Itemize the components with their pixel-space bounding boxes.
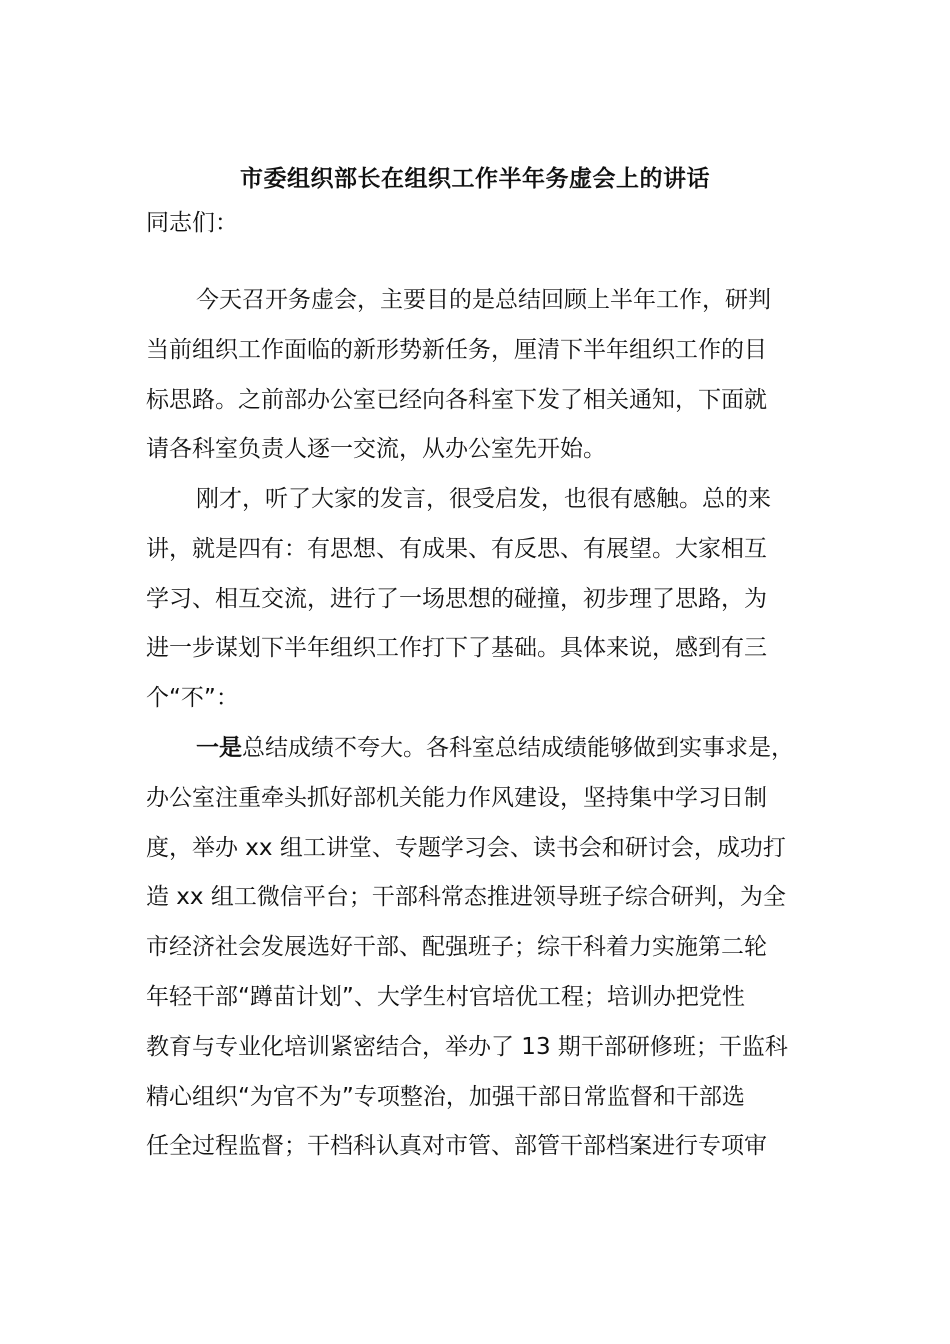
document-title: 市委组织部长在组织工作半年务虚会上的讲话 (240, 166, 710, 192)
paragraph-line: 度，举办 xx 组工讲堂、专题学习会、读书会和研讨会，成功打 (146, 834, 786, 861)
paragraph-line: 今天召开务虚会，主要目的是总结回顾上半年工作，研判 (196, 287, 771, 313)
paragraph-line: 造 xx 组工微信平台；干部科常态推进领导班子综合研判，为全 (146, 884, 786, 911)
paragraph-line: 刚才，听了大家的发言，很受启发，也很有感触。总的来 (196, 486, 771, 512)
paragraph-line: 个“不”： (146, 685, 239, 712)
paragraph-line: 标思路。之前部办公室已经向各科室下发了相关通知，下面就 (146, 386, 767, 413)
paragraph-3 (146, 724, 808, 1172)
paragraph-line: 讲，就是四有：有思想、有成果、有反思、有展望。大家相互 (146, 535, 767, 562)
paragraph-line: 办公室注重牵头抓好部机关能力作风建设，坚持集中学习日制 (146, 784, 767, 811)
paragraph-line: 学习、相互交流，进行了一场思想的碰撞，初步理了思路，为 (146, 585, 767, 612)
paragraph-lead-bold: 一是 (196, 735, 242, 761)
paragraph-first-line (146, 724, 808, 774)
paragraph-line: 当前组织工作面临的新形势新任务，厘清下半年组织工作的目 (146, 336, 767, 363)
paragraph-line: 市经济社会发展选好干部、配强班子；综干科着力实施第二轮 (146, 934, 767, 961)
paragraph-line: 教育与专业化培训紧密结合，举办了 13 期干部研修班；干监科 (146, 1033, 788, 1060)
paragraph-1 (146, 276, 808, 475)
paragraph-line: 请各科室负责人逐一交流，从办公室先开始。 (146, 436, 606, 463)
paragraph-2 (146, 475, 808, 724)
paragraph-line: 精心组织“为官不为”专项整治，加强干部日常监督和干部选 (146, 1083, 745, 1110)
paragraph-line-text: 总结成绩不夸大。各科室总结成绩能够做到实事求是， (242, 735, 794, 761)
paragraph-line: 任全过程监督；干档科认真对市管、部管干部档案进行专项审 (146, 1133, 767, 1160)
paragraph-line: 年轻干部“蹲苗计划”、大学生村官培优工程；培训办把党性 (146, 983, 745, 1010)
paragraph-line: 进一步谋划下半年组织工作打下了基础。具体来说，感到有三 (146, 635, 767, 662)
salutation: 同志们： (146, 210, 238, 236)
